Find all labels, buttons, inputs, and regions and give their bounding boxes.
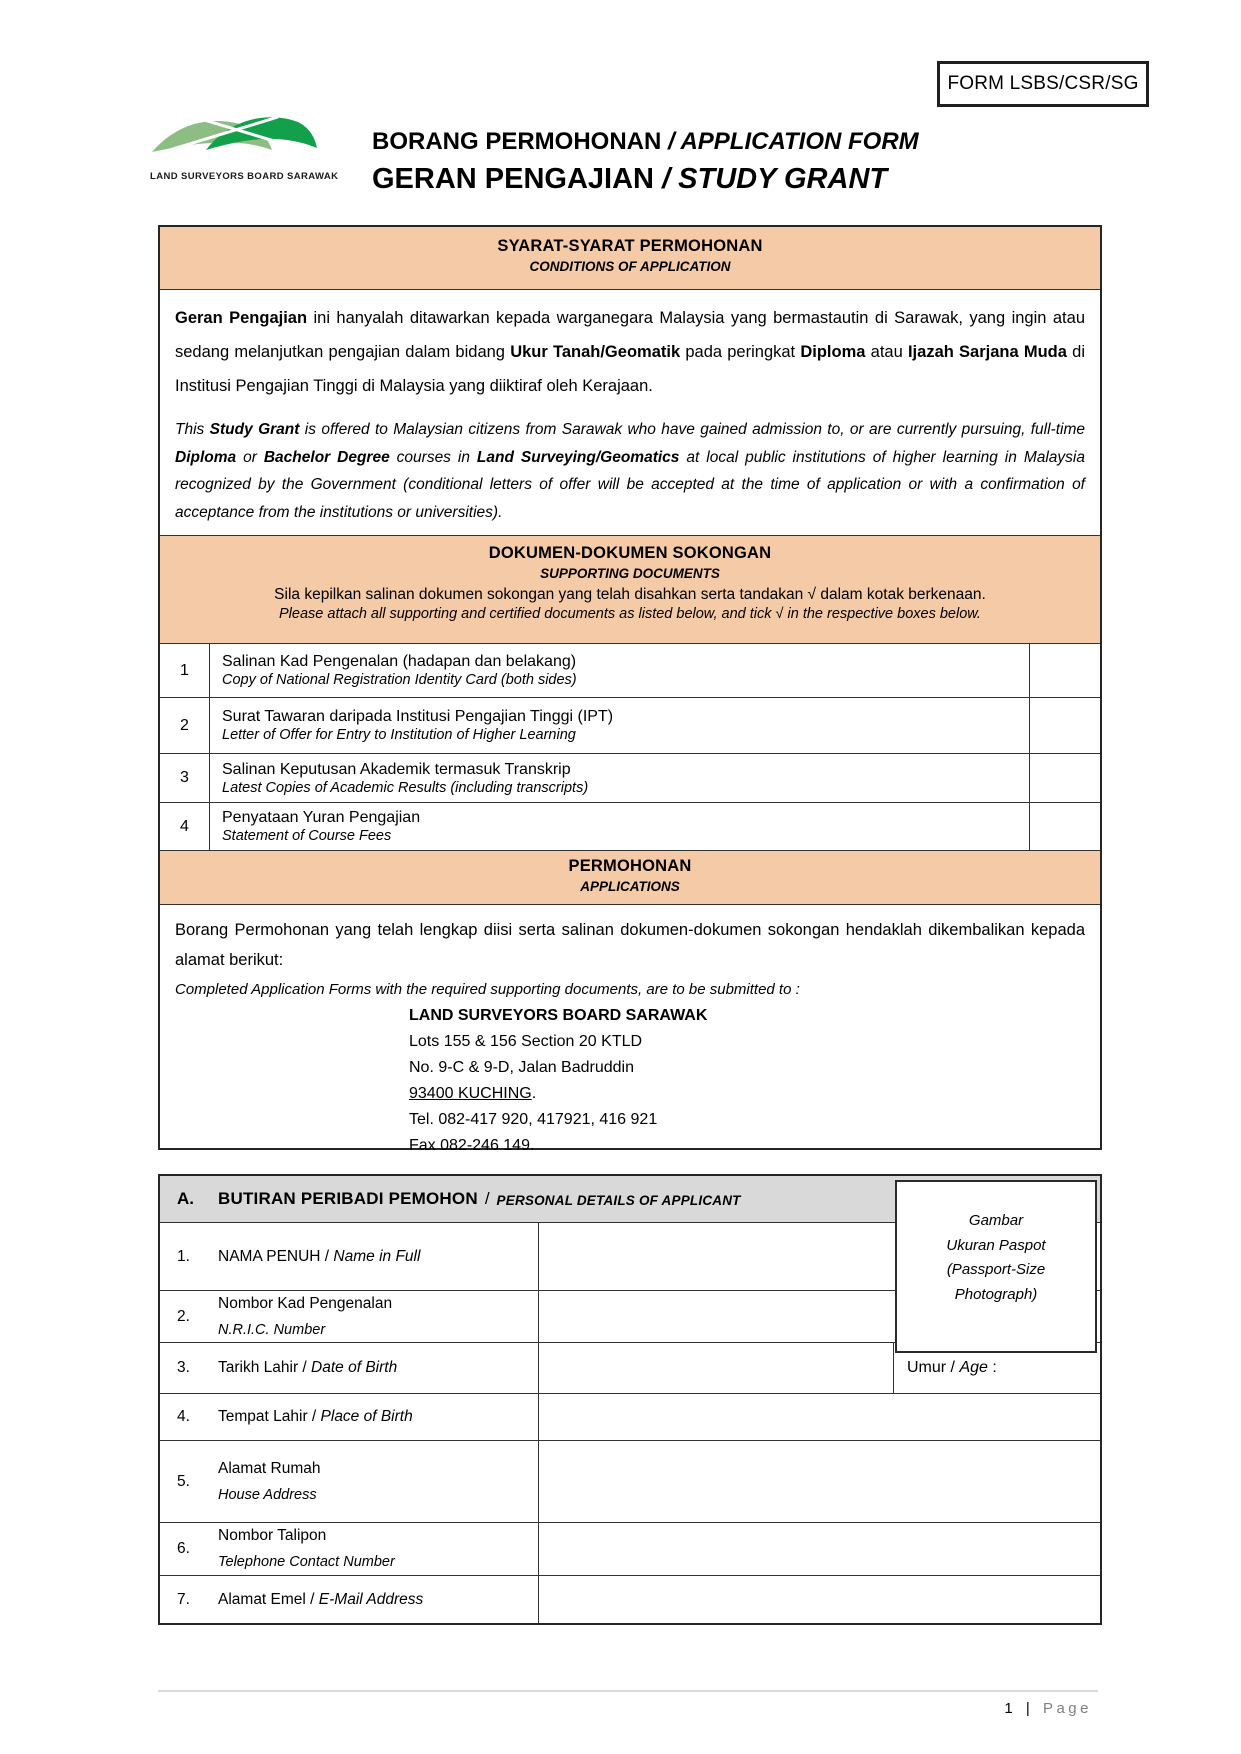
document-description: Surat Tawaran daripada Institusi Pengajian Tinggi (IPT) Letter of Offer for Entry to Institution of Higher Learning bbox=[210, 698, 1030, 753]
email-input[interactable] bbox=[538, 1576, 1100, 1623]
documents-title-english: SUPPORTING DOCUMENTS bbox=[540, 566, 720, 581]
field-label: 4. Tempat Lahir / Place of Birth bbox=[177, 1408, 413, 1425]
lsbs-logo bbox=[150, 110, 339, 182]
conditions-title-malay: SYARAT-SYARAT PERMOHONAN bbox=[497, 237, 763, 255]
telephone-input[interactable] bbox=[538, 1523, 1100, 1575]
section-a-title-separator: / bbox=[484, 1189, 490, 1208]
main-info-box bbox=[158, 225, 1102, 1154]
field-label: 6. Nombor Talipon Telephone Contact Number bbox=[177, 1527, 395, 1570]
applications-title-malay: PERMOHONAN bbox=[568, 857, 692, 875]
document-checkbox-4[interactable] bbox=[1030, 803, 1100, 850]
document-row-2 bbox=[160, 697, 1100, 753]
page-separator: | bbox=[1025, 1700, 1034, 1717]
form-code-text: FORM LSBS/CSR/SG bbox=[947, 73, 1139, 94]
address-organization: LAND SURVEYORS BOARD SARAWAK bbox=[409, 1007, 708, 1024]
page-number: 1 bbox=[1004, 1700, 1017, 1717]
page-word: Page bbox=[1042, 1700, 1092, 1717]
document-row-1 bbox=[160, 643, 1100, 697]
page-footer bbox=[158, 1690, 1098, 1717]
row-house-address bbox=[160, 1440, 1100, 1522]
section-a-label: A. bbox=[177, 1189, 194, 1208]
date-of-birth-input[interactable] bbox=[538, 1343, 893, 1393]
document-number: 3 bbox=[160, 754, 210, 802]
field-label: 1. NAMA PENUH / Name in Full bbox=[177, 1247, 421, 1265]
row-place-of-birth bbox=[160, 1393, 1100, 1440]
logo-caption: LAND SURVEYORS BOARD SARAWAK bbox=[150, 171, 339, 182]
document-number: 1 bbox=[160, 644, 210, 697]
field-label: 3. Tarikh Lahir / Date of Birth bbox=[177, 1359, 398, 1376]
row-telephone-number bbox=[160, 1522, 1100, 1575]
address-telephone: Tel. 082-417 920, 417921, 416 921 bbox=[409, 1111, 658, 1128]
address-city: 93400 KUCHING. bbox=[409, 1085, 537, 1102]
document-checkbox-2[interactable] bbox=[1030, 698, 1100, 753]
title-line2-english: / STUDY GRANT bbox=[662, 163, 888, 195]
title-line1-malay: BORANG PERMOHONAN bbox=[372, 128, 662, 155]
document-checkbox-3[interactable] bbox=[1030, 754, 1100, 802]
applications-paragraph-english: Completed Application Forms with the required supporting documents, are to be submitted to : bbox=[175, 981, 800, 998]
section-a-title-malay: BUTIRAN PERIBADI PEMOHON bbox=[218, 1189, 478, 1208]
field-label: 5. Alamat Rumah House Address bbox=[177, 1459, 321, 1503]
field-label: 7. Alamat Emel / E-Mail Address bbox=[177, 1590, 424, 1608]
applications-paragraph-malay: Borang Permohonan yang telah lengkap diisi serta salinan dokumen-dokumen sokongan hendaklah dikembalikan kepada alamat berikut: bbox=[175, 921, 1085, 969]
lsbs-logo-graphic bbox=[150, 110, 320, 164]
documents-header bbox=[160, 535, 1100, 643]
form-title-line2 bbox=[372, 163, 919, 196]
address-line2: No. 9-C & 9-D, Jalan Badruddin bbox=[409, 1059, 634, 1076]
title-line1-english: / APPLICATION FORM bbox=[668, 128, 919, 155]
section-a-title-english: PERSONAL DETAILS OF APPLICANT bbox=[496, 1192, 741, 1208]
form-title-line1 bbox=[372, 128, 919, 156]
document-number: 4 bbox=[160, 803, 210, 850]
conditions-body bbox=[160, 289, 1100, 535]
submission-address bbox=[409, 1003, 1085, 1159]
documents-instruction-malay: Sila kepilkan salinan dokumen sokongan yang telah disahkan serta tandakan √ dalam kotak berkenaan. bbox=[274, 586, 986, 603]
age-label: Umur / Age : bbox=[907, 1359, 997, 1376]
passport-photo-box: Gambar Ukuran Paspot (Passport-Size Photograph) bbox=[895, 1180, 1097, 1353]
document-row-4 bbox=[160, 802, 1100, 850]
document-description: Penyataan Yuran Pengajian Statement of Course Fees bbox=[210, 803, 1030, 850]
place-of-birth-input[interactable] bbox=[538, 1394, 1100, 1440]
document-checkbox-1[interactable] bbox=[1030, 644, 1100, 697]
document-description: Salinan Kad Pengenalan (hadapan dan belakang) Copy of National Registration Identity Card (both sides) bbox=[210, 644, 1030, 697]
conditions-title-english: CONDITIONS OF APPLICATION bbox=[529, 259, 731, 274]
applications-header bbox=[160, 850, 1100, 904]
section-a-personal-details bbox=[158, 1174, 1102, 1625]
conditions-header bbox=[160, 227, 1100, 289]
field-label: 2. Nombor Kad Pengenalan N.R.I.C. Number bbox=[177, 1295, 393, 1338]
form-code-box bbox=[937, 61, 1149, 107]
applications-title-english: APPLICATIONS bbox=[580, 879, 680, 894]
conditions-paragraph-english: This Study Grant is offered to Malaysian citizens from Sarawak who have gained admission to, or are currently pursuing, full-time Diploma or Bachelor Degree courses in Land Surveying/Geomatics at local public institutions of higher learning in Malaysia recognized by the Government (conditional letters of offer will be accepted at the time of application or with a confirmation of acceptance from the institutions or universities). bbox=[175, 421, 1085, 521]
document-description: Salinan Keputusan Akademik termasuk Transkrip Latest Copies of Academic Results (including transcripts) bbox=[210, 754, 1030, 802]
documents-instruction-english: Please attach all supporting and certified documents as listed below, and tick √ in the respective boxes below. bbox=[279, 606, 981, 622]
address-line1: Lots 155 & 156 Section 20 KTLD bbox=[409, 1033, 643, 1050]
row-email-address bbox=[160, 1575, 1100, 1623]
document-number: 2 bbox=[160, 698, 210, 753]
conditions-paragraph-malay: Geran Pengajian ini hanyalah ditawarkan kepada warganegara Malaysia yang bermastautin di Sarawak, yang ingin atau sedang melanjutkan pengajian dalam bidang Ukur Tanah/Geomatik pada peringkat Diploma atau Ijazah Sarjana Muda di Institusi Pengajian Tinggi di Malaysia yang diiktiraf oleh Kerajaan. bbox=[175, 309, 1085, 395]
title-line2-malay: GERAN PENGAJIAN bbox=[372, 163, 654, 195]
applications-body bbox=[160, 904, 1100, 1154]
house-address-input[interactable] bbox=[538, 1441, 1100, 1522]
form-title bbox=[372, 128, 919, 196]
address-fax: Fax 082-246 149. bbox=[409, 1137, 535, 1154]
document-row-3 bbox=[160, 753, 1100, 802]
documents-title-malay: DOKUMEN-DOKUMEN SOKONGAN bbox=[488, 544, 772, 562]
